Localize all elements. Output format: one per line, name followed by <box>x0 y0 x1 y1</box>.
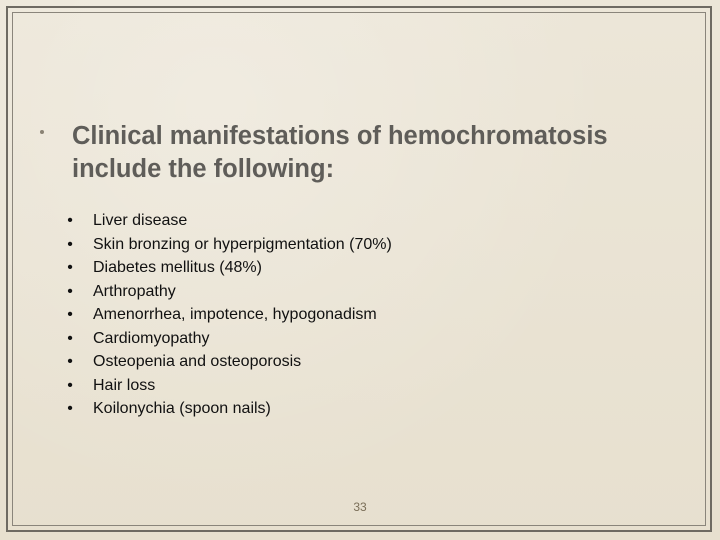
list-item <box>63 303 392 327</box>
page-number: 33 <box>353 500 367 514</box>
bullet-dot: • <box>67 235 73 253</box>
list-item-text: Arthropathy <box>93 282 176 300</box>
bullet-dot: • <box>67 376 73 394</box>
bullet-dot: • <box>67 259 73 276</box>
list-item-text: Osteopenia and osteoporosis <box>93 353 302 370</box>
list-item <box>63 280 392 304</box>
list-item <box>63 209 392 233</box>
bullet-dot: • <box>67 329 73 347</box>
list-item-text: Liver disease <box>93 212 188 229</box>
bullet-dot: • <box>67 282 73 300</box>
bullet-dot: • <box>67 353 73 370</box>
list-item <box>63 397 392 421</box>
manifestations-list <box>63 209 392 421</box>
bullet-dot: • <box>67 400 73 417</box>
bullet-dot: • <box>67 306 73 323</box>
list-item-text: Skin bronzing or hyperpigmentation (70%) <box>93 235 392 253</box>
slide-title: Clinical manifestations of hemochromatosis include the following: <box>72 122 608 183</box>
list-item <box>63 327 392 351</box>
list-item <box>63 350 392 374</box>
list-item-text: Diabetes mellitus (48%) <box>93 259 262 276</box>
list-item <box>63 233 392 257</box>
list-item-text: Koilonychia (spoon nails) <box>93 400 271 417</box>
list-item-text: Hair loss <box>93 376 156 394</box>
list-item-text: Amenorrhea, impotence, hypogonadism <box>93 306 377 323</box>
bullet-dot: • <box>67 212 73 229</box>
title-bullet-dot <box>40 130 44 134</box>
list-item <box>63 256 392 280</box>
list-item-text: Cardiomyopathy <box>93 329 210 347</box>
list-item <box>63 374 392 398</box>
